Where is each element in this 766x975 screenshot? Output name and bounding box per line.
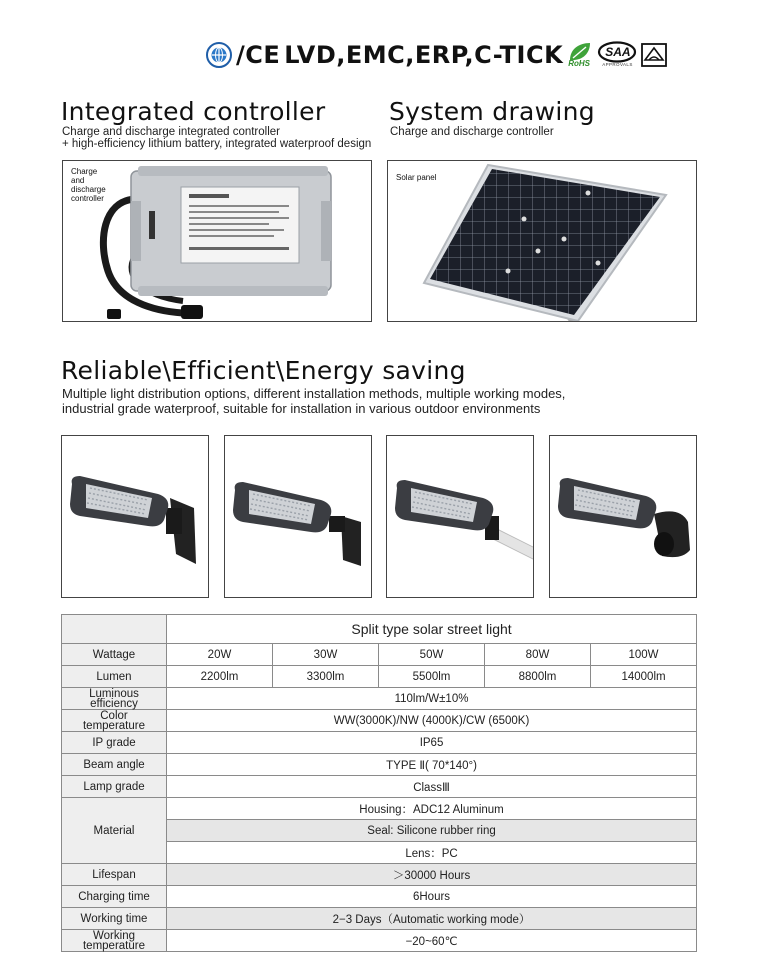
- lamp-image-pole-mount: [386, 435, 534, 598]
- system-drawing-sub1: Charge and discharge controller: [390, 126, 554, 138]
- wattage-label: Wattage: [62, 644, 167, 666]
- lifespan-label: Lifespan: [62, 864, 167, 886]
- ip-grade-label: IP grade: [62, 732, 167, 754]
- table-header: Split type solar street light: [167, 615, 697, 644]
- street-lamp-image: [62, 436, 209, 598]
- material-label: Material: [62, 798, 167, 864]
- ce-mark: /CE: [236, 41, 281, 69]
- working-time-value: 2−3 Days（Automatic working mode）: [167, 908, 697, 930]
- reliable-title: Reliable\Efficient\Energy saving: [61, 356, 466, 385]
- saa-logo: [597, 41, 637, 69]
- beam-angle-label: Beam angle: [62, 754, 167, 776]
- rohs-label: RoHS: [568, 59, 590, 68]
- integrated-controller-sub1: Charge and discharge integrated controller: [62, 126, 280, 138]
- wattage-value: 30W: [273, 644, 379, 666]
- lamp-image-wall-mount: [61, 435, 209, 598]
- cert-list-text: LVD,EMC,ERP,C-TICK: [284, 41, 564, 69]
- color-temp-label: Color temperature: [62, 710, 167, 732]
- saa-sub-label: APPROVALS: [602, 62, 633, 67]
- working-temp-label: Working temperature: [62, 930, 167, 952]
- material-value: Housing：ADC12 Aluminum: [167, 798, 697, 820]
- charging-time-value: 6Hours: [167, 886, 697, 908]
- certification-row: [206, 40, 667, 70]
- color-temp-value: WW(3000K)/NW (4000K)/CW (6500K): [167, 710, 697, 732]
- street-lamp-image: [550, 436, 697, 598]
- ccc-globe-logo-icon: [206, 42, 232, 68]
- wattage-value: 50W: [379, 644, 485, 666]
- solar-panel-image: [388, 161, 697, 322]
- wattage-value: 20W: [167, 644, 273, 666]
- lifespan-value: ＞30000 Hours: [167, 864, 697, 886]
- lumen-value: 2200lm: [167, 666, 273, 688]
- lamp-grade-value: ClassⅢ: [167, 776, 697, 798]
- material-value: Lens：PC: [167, 842, 697, 864]
- working-time-label: Working time: [62, 908, 167, 930]
- solar-panel-image-label: Solar panel: [396, 173, 437, 182]
- safety-mark-icon: [641, 43, 667, 67]
- lamp-image-bracket-mount: [224, 435, 372, 598]
- efficiency-value: 110lm/W±10%: [167, 688, 697, 710]
- lumen-value: 14000lm: [591, 666, 697, 688]
- wattage-value: 100W: [591, 644, 697, 666]
- table-corner-cell: [62, 615, 167, 644]
- integrated-controller-sub2: + high-efficiency lithium battery, integrated waterproof design: [62, 138, 372, 150]
- lumen-value: 3300lm: [273, 666, 379, 688]
- controller-image-frame: [62, 160, 372, 322]
- integrated-controller-title: Integrated controller: [61, 97, 326, 126]
- street-lamp-image: [387, 436, 534, 598]
- ip-grade-value: IP65: [167, 732, 697, 754]
- reliable-sub1: Multiple light distribution options, different installation methods, multiple working modes,: [62, 386, 566, 401]
- solar-panel-image-frame: [387, 160, 697, 322]
- lumen-value: 5500lm: [379, 666, 485, 688]
- material-value: Seal: Silicone rubber ring: [167, 820, 697, 842]
- lumen-value: 8800lm: [485, 666, 591, 688]
- rohs-logo: [567, 41, 593, 69]
- lamp-grade-label: Lamp grade: [62, 776, 167, 798]
- saa-label: SAA: [605, 45, 631, 59]
- reliable-sub2: industrial grade waterproof, suitable for installation in various outdoor environments: [62, 401, 541, 416]
- lumen-label: Lumen: [62, 666, 167, 688]
- working-temp-value: −20~60℃: [167, 930, 697, 952]
- wattage-value: 80W: [485, 644, 591, 666]
- lamp-image-post-top-mount: [549, 435, 697, 598]
- system-drawing-title: System drawing: [389, 97, 595, 126]
- street-lamp-image: [225, 436, 372, 598]
- beam-angle-value: TYPE Ⅱ( 70*140°): [167, 754, 697, 776]
- controller-box-image: [63, 161, 372, 322]
- charging-time-label: Charging time: [62, 886, 167, 908]
- efficiency-label: Luminous efficiency: [62, 688, 167, 710]
- controller-image-label: Charge and discharge controller: [71, 167, 106, 203]
- spec-table: [61, 614, 697, 952]
